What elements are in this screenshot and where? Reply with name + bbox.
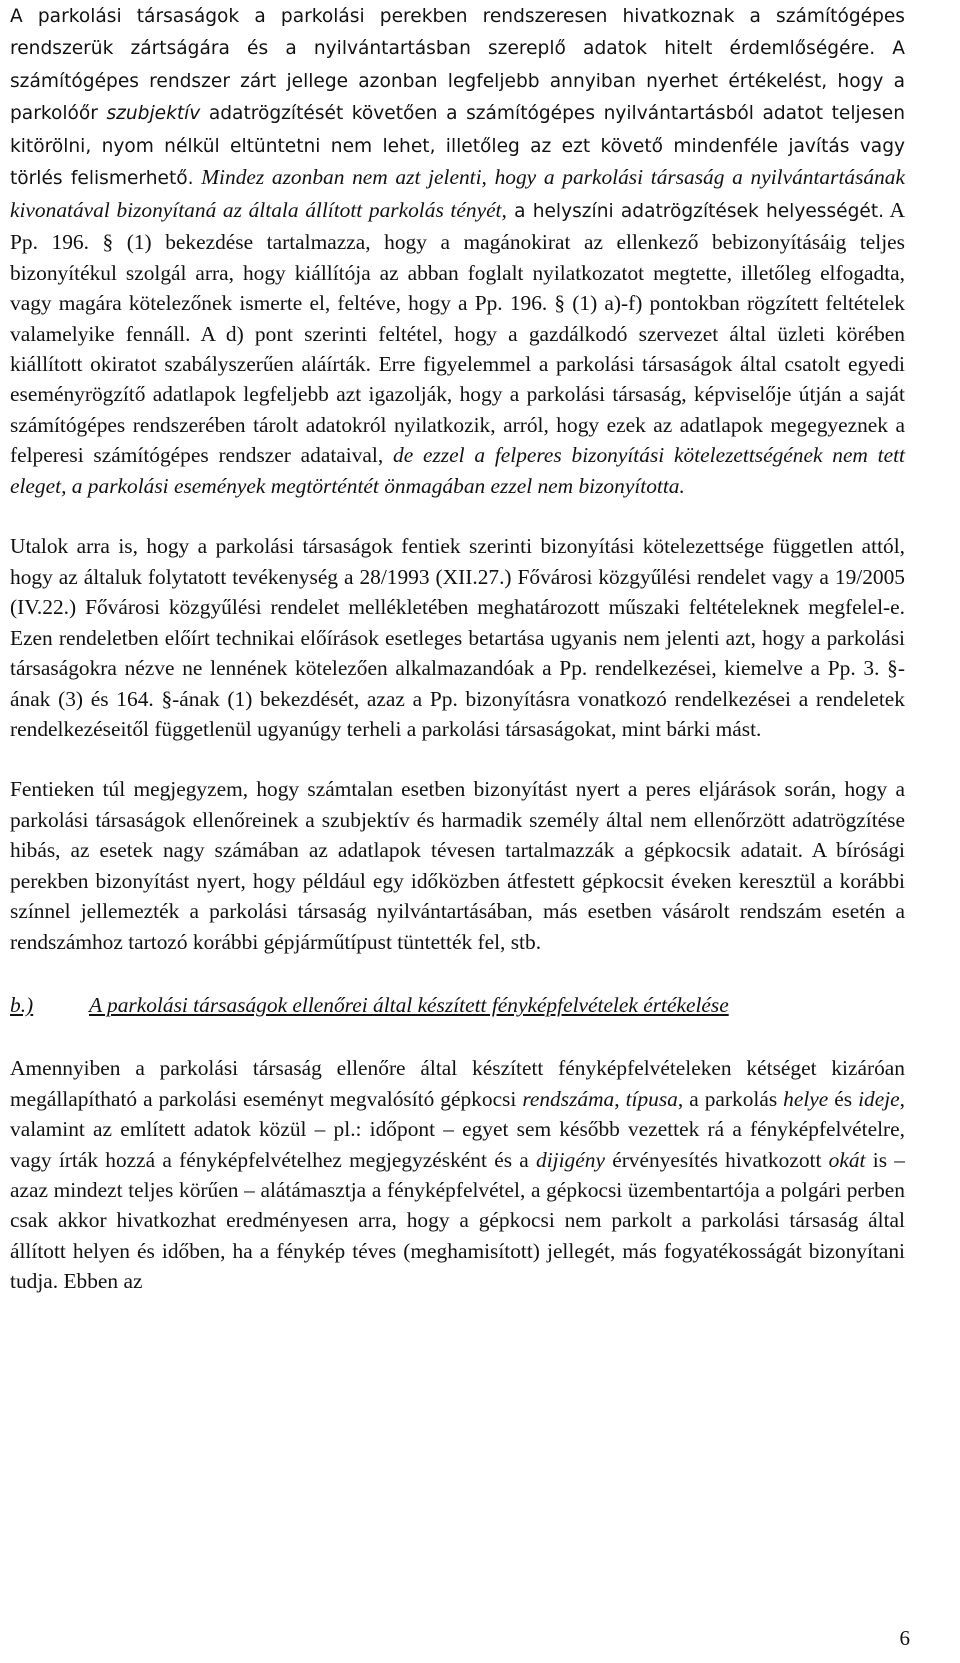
- paragraph4-text-3: , a parkolás: [677, 1086, 784, 1111]
- paragraph4-text-6: érvényesítés hivatkozott: [604, 1147, 829, 1172]
- paragraph-photo-evidence: [10, 1053, 905, 1297]
- section-title: A parkolási társaságok ellenőrei által készített fényképfelvételek értékelése: [89, 993, 729, 1018]
- paragraph1-serif-text: A Pp. 196. § (1) bekezdése tartalmazza, hogy a magánokirat az ellenkező bebizonyításáig teljes bizonyítékul szolgál arra, hogy kiállítója az abban foglalt nyilatkozatot megtette, illetőleg elfogadta, vagy magára kötelezőnek ismerte el, feltéve, hogy a Pp. 196. § (1) a)-f) pontokban rögzített feltételek valamelyike fennáll. A d) pont szerinti feltétel, hogy a gazdálkodó szervezet által üzleti körében kiállított okiratot szabályszerűen aláírták. Erre figyelemmel a parkolási társaságok által csatolt egyedi eseményrögzítő adatlapok legfeljebb azt igazolják, hogy a parkolási társaság, képviselője útján a saját számítógépes rendszerében tárolt adatokról nyilatkozik, arról, hogy ezek az adatlapok megegyeznek a felperesi számítógépes rendszer adataival,: [10, 197, 905, 468]
- paragraph4-text-4: és: [828, 1086, 859, 1111]
- paragraph4-text-1: Amennyiben a parkolási társaság ellenőre által készített fényképfelvételeken kétséget kizáróan megállapítható a parkolási eseményt megvalósító gépkocsi: [10, 1056, 905, 1111]
- paragraph1-sans-text: A parkolási társaságok a parkolási perekben rendszeresen hivatkoznak a számítógépes rendszerük zártságára és a nyilvántartásban szereplő adatok hitelt érdemlőségére. A számítógépes rendszer zárt jellege azonban legfeljebb annyiban nyerhet értékelést, hogy a parkolóőr: [10, 6, 905, 125]
- paragraph1-sans-text-2: adatrögzítését követően a számítógépes nyilvántartásból adatot teljesen kitörölni, nyom nélkül eltüntetni nem lehet, illetőleg az ezt követő mindenféle javítás vagy törlés felismerhető.: [10, 103, 905, 190]
- paragraph-erroneous-data: Fentieken túl megjegyzem, hogy számtalan esetben bizonyítást nyert a peres eljárások során, hogy a parkolási társaságok ellenőreinek a szubjektív és harmadik személy által nem ellenőrzött adatrögzítése hibás, az esetek nagy számában az adatlapok tévesen tartalmazzák a gépkocsik adatait. A bírósági perekben bizonyítást nyert, hogy például egy időközben átfestett gépkocsit éveken keresztül a korábbi színnel jellemezték a parkolási társaság nyilvántartásában, más esetben vásárolt rendszám esetén a rendszámhoz tartozó korábbi gépjárműtípust tüntették fel, stb.: [10, 777, 905, 954]
- paragraph1-italic-conclusion: de ezzel a felperes bizonyítási kötelezettségének nem tett eleget, a parkolási események megtörténtét önmagában ezzel nem bizonyította.: [10, 443, 905, 498]
- paragraph4-italic-reason: okát: [828, 1147, 866, 1172]
- paragraph-regulation-reference: Utalok arra is, hogy a parkolási társaságok fentiek szerinti bizonyítási kötelezettsége független attól, hogy az általuk folytatott tevékenység a 28/1993 (XII.27.) Fővárosi közgyűlési rendelet vagy a 19/2005 (IV.22.) Fővárosi közgyűlési rendelet mellékletében meghatározott műszaki feltételeknek megfelel-e. Ezen rendeletben előírt technikai előírások esetleges betartása ugyanis nem jelenti azt, hogy a parkolási társaságokra nézve ne lennének kötelezően alkalmazandóak a Pp. rendelkezései, kiemelve a Pp. 3. §-ának (3) és 164. §-ának (1) bekezdését, azaz a Pp. bizonyításra vonatkozó rendelkezései a rendeletek rendelkezéseitől függetlenül ugyanúgy terheli a parkolási társaságokat, mint bárki mást.: [10, 534, 905, 741]
- paragraph-parking-records: [10, 0, 905, 501]
- paragraph4-text-7: is – azaz mindezt teljes körűen – alátámasztja a fényképfelvétel, a gépkocsi üzembentartója a polgári perben csak akkor hivatkozhat eredményesen arra, hogy a gépkocsi nem parkolt a parkolási társaság által állított helyen és időben, ha a fénykép téves (meghamisított) jellegét, más fogyatékosságát bizonyítani tudja. Ebben az: [10, 1147, 905, 1294]
- page-number: 6: [899, 1626, 910, 1650]
- paragraph1-italic-subjective: szubjektív: [106, 103, 201, 125]
- paragraph4-text-5: , valamint az említett adatok közül – pl.: időpont – egyet sem később vezettek rá a fényképfelvételre, vagy írták hozzá a fényképfelvételhez megjegyzésként és a: [10, 1086, 906, 1172]
- section-number: b.): [10, 993, 34, 1018]
- paragraph4-italic-plate: rendszáma: [522, 1086, 615, 1111]
- section-heading: [10, 990, 905, 1020]
- paragraph4-italic-type: típusa: [625, 1086, 678, 1111]
- paragraph4-text-2: ,: [614, 1086, 626, 1111]
- paragraph1-sans-text-3: a helyszíni adatrögzítések helyességét.: [506, 200, 885, 222]
- document-page: [10, 0, 905, 1297]
- paragraph4-italic-place: helye: [783, 1086, 829, 1111]
- paragraph4-italic-fee: dijigény: [536, 1147, 605, 1172]
- paragraph4-italic-time: ideje: [858, 1086, 900, 1111]
- paragraph1-italic-statement: Mindez azonban nem azt jelenti, hogy a parkolási társaság a nyilvántartásának kivonatával bizonyítaná az általa állított parkolás tényét,: [10, 165, 905, 222]
